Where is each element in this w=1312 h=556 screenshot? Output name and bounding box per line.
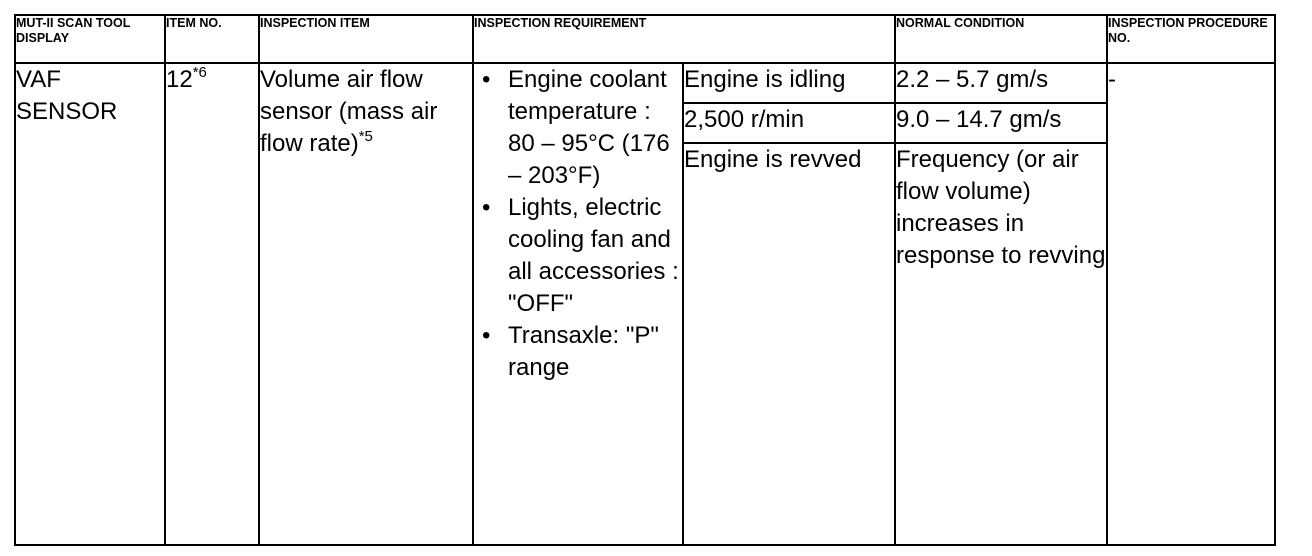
requirement-text: Engine coolant temperature : 80 – 95°C (176 – 203°F): [508, 66, 670, 189]
cell-display: VAF SENSOR: [15, 63, 165, 545]
header-procedure-no: INSPECTION PROCEDURE NO.: [1107, 15, 1275, 63]
requirement-text: Lights, electric cooling fan and all accessories : "OFF": [508, 194, 679, 317]
cell-condition-state: Engine is revved: [683, 143, 895, 545]
requirement-text: Transaxle: "P" range: [508, 322, 659, 381]
inspection-item-text: Volume air flow sensor (mass air flow rate): [260, 66, 438, 157]
inspection-item-footnote: *5: [358, 128, 373, 145]
table-row: [15, 63, 1275, 103]
header-inspection-item: INSPECTION ITEM: [259, 15, 473, 63]
cell-requirements: [473, 63, 683, 545]
cell-normal-condition: 2.2 – 5.7 gm/s: [895, 63, 1107, 103]
inspection-table: [14, 14, 1276, 546]
list-item: [474, 320, 682, 384]
cell-normal-condition: 9.0 – 14.7 gm/s: [895, 103, 1107, 143]
header-display: MUT-II SCAN TOOL DISPLAY: [15, 15, 165, 63]
bullet-icon: •: [482, 194, 491, 221]
cell-item-no: [165, 63, 259, 545]
item-no-value: 12: [166, 66, 193, 93]
header-normal-condition: NORMAL CONDITION: [895, 15, 1107, 63]
cell-procedure-no: -: [1107, 63, 1275, 545]
bullet-icon: •: [482, 66, 491, 93]
header-item-no: ITEM NO.: [165, 15, 259, 63]
cell-inspection-item: [259, 63, 473, 545]
cell-condition-state: 2,500 r/min: [683, 103, 895, 143]
list-item: [474, 192, 682, 320]
bullet-icon: •: [482, 322, 491, 349]
cell-normal-condition: Frequency (or air flow volume) increases in response to revving: [895, 143, 1107, 545]
item-no-footnote: *6: [192, 64, 207, 81]
requirement-list: [474, 64, 682, 384]
cell-condition-state: Engine is idling: [683, 63, 895, 103]
list-item: [474, 64, 682, 192]
header-row: [15, 15, 1275, 63]
header-inspection-requirement: INSPECTION REQUIREMENT: [473, 15, 895, 63]
